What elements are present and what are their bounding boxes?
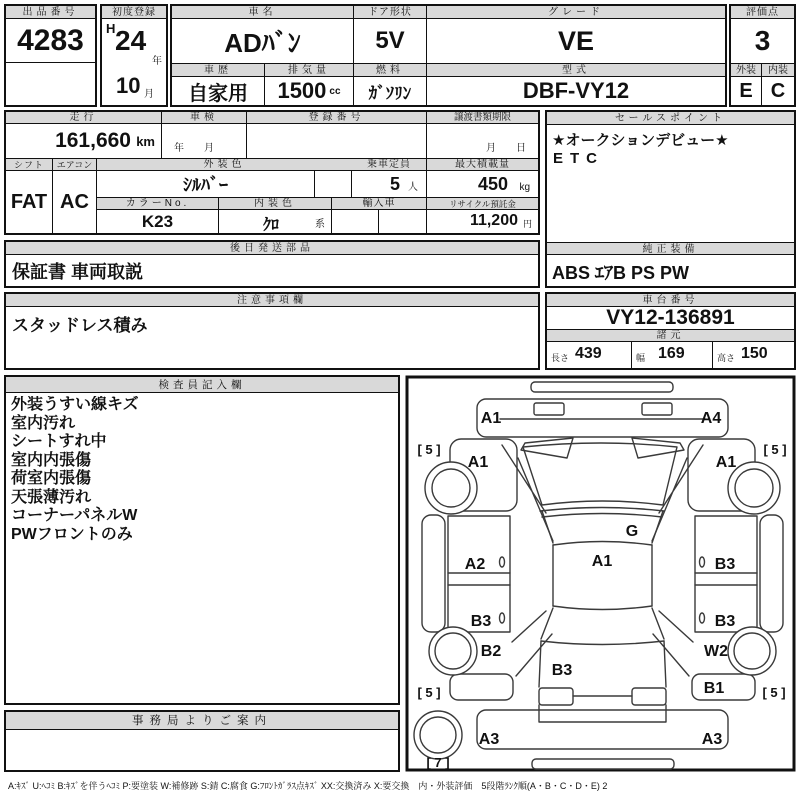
diagram-label-left-rear-door: B3: [470, 613, 492, 630]
spec-height-label: 高さ: [717, 353, 736, 363]
inspector-box: [4, 375, 400, 705]
import-header: 輸入車: [332, 198, 427, 210]
notes-header: 注意事項欄: [6, 294, 538, 307]
score-box: [729, 4, 796, 107]
inspector-line: 荷室内張傷: [11, 470, 92, 487]
damage-diagram-svg: [405, 375, 796, 772]
sales-points-header: セールスポイント: [547, 112, 794, 125]
genuine-equipment-header: 純正装備: [547, 242, 794, 255]
genuine-equipment-value: ABS ｴｱB PS PW: [552, 263, 690, 283]
diagram-label-rear-left-tire: [ 5 ]: [417, 685, 441, 700]
transfer-deadline-hint: 月 日: [486, 143, 526, 154]
later-parts-box: [4, 240, 540, 288]
score-header: 評価点: [731, 6, 794, 19]
shift-value: FAT: [6, 171, 53, 233]
displacement-value: [265, 77, 354, 105]
recycle-fee-unit: 円: [522, 219, 532, 229]
recycle-fee-header: リサイクル預託金: [427, 198, 538, 210]
later-parts-header: 後日発送部品: [6, 242, 538, 255]
mileage-number: 161,660: [55, 129, 131, 152]
exterior-color-header: 外装色: [97, 159, 352, 171]
capacity-value: [352, 171, 427, 198]
rear-left-tire-inner: [435, 633, 471, 669]
history-value: 自家用: [172, 77, 265, 105]
inspection-header: 車検: [162, 112, 247, 124]
import-extra-cell: [379, 210, 427, 233]
chassis-number-header: 車台番号: [547, 294, 794, 307]
exterior-color-extra-cell: [315, 171, 352, 198]
grade-header: グレード: [427, 6, 725, 19]
car-name-value: ADﾊﾞﾝ: [172, 19, 354, 64]
mileage-unit: km: [136, 134, 155, 149]
specs-header: 諸元: [547, 330, 794, 342]
first-registration-header: 初度登録: [102, 6, 166, 19]
spare-tire-inner: [420, 717, 456, 753]
sales-points-box: [545, 110, 796, 288]
chassis-number-value: VY12-136891: [547, 307, 794, 330]
diagram-label-rear-gate: B3: [551, 662, 573, 679]
mileage-header: 走行: [6, 112, 162, 124]
sales-point-line-2: ETC: [553, 150, 604, 167]
max-load-value: [427, 171, 538, 198]
model-code-value: DBF-VY12: [522, 78, 630, 103]
diagram-label-roof: A1: [591, 553, 613, 570]
inspector-header: 検査員記入欄: [6, 377, 398, 393]
inspection-hint: 年 月: [174, 143, 214, 154]
mileage-value: [6, 124, 162, 159]
inspector-line: 外装うすい線キズ: [11, 396, 139, 413]
first-registration-box: [100, 4, 168, 107]
interior-color-header: 内装色: [219, 198, 332, 210]
diagram-label-windshield: G: [625, 523, 639, 540]
year-value: 24: [115, 25, 147, 56]
fuel-value: ｶﾞｿﾘﾝ: [354, 77, 427, 105]
inspector-line: 室内汚れ: [11, 414, 76, 432]
spec-width: [632, 342, 713, 368]
diagram-label-right-rear-door: B3: [714, 613, 736, 630]
capacity-header: 乗車定員: [352, 159, 427, 171]
aircon-header: エアコン: [53, 159, 97, 171]
shift-header: シフト: [6, 159, 53, 171]
registration-number-header: 登録番号: [247, 112, 427, 124]
inspector-line: シートすれ中: [11, 433, 107, 450]
info-box: [4, 110, 540, 235]
sales-point-line-1: ★オークションデビュー★: [552, 132, 729, 149]
lot-number-header: 出品番号: [6, 6, 95, 19]
grade-value: VE: [427, 19, 725, 64]
diagram-label-left-fender: A1: [467, 454, 489, 471]
transfer-deadline-value: [427, 124, 538, 159]
office-notice-header: 事務局よりご案内: [6, 712, 398, 730]
interior-color-value: [219, 210, 332, 233]
diagram-label-rear-right-tire: [ 5 ]: [762, 685, 786, 700]
inspector-lines: [11, 396, 393, 696]
diagram-label-left-front-door: A2: [464, 556, 486, 573]
inspector-line: コーナーパネルW: [11, 507, 138, 524]
lot-number-box: [4, 4, 97, 107]
registration-number-value: [247, 124, 427, 159]
spec-width-label: 幅: [636, 353, 646, 363]
vehicle-main-box: [170, 4, 727, 107]
first-registration-month: [102, 69, 166, 105]
diagram-label-left-quarter: B2: [480, 643, 502, 660]
recycle-fee-value: [427, 210, 538, 233]
color-no-header: カラーNo.: [97, 198, 219, 210]
interior-grade-value: C: [770, 79, 786, 102]
rear-right-tire-inner: [734, 633, 770, 669]
damage-code-legend: A:ｷｽﾞ U:ﾍｺﾐ B:ｷｽﾞを伴うﾍｺﾐ P:要塗装 W:補修跡 S:錆 C:腐食 G:ﾌﾛﾝﾄｶﾞﾗｽ点ｷｽﾞ XX:交換済み X:要交換 内・外装評価 5段階ﾗﾝｸ順(A・B・C・D・E) 2: [8, 781, 608, 791]
displacement-number: 1500: [277, 78, 327, 103]
year-unit: 年: [152, 56, 162, 67]
diagram-label-front-left-tire: [ 5 ]: [417, 442, 441, 457]
interior-color-suffix: 系: [315, 219, 325, 230]
capacity-number: 5: [389, 174, 400, 194]
model-code-header: 型式: [427, 64, 725, 77]
notes-value: スタッドレス積み: [12, 316, 148, 335]
exterior-grade-value: E: [731, 77, 762, 105]
aircon-value: AC: [53, 171, 97, 233]
interior-color-name: ｸﾛ: [263, 217, 280, 233]
color-no-value: K23: [97, 210, 219, 233]
displacement-header: 排気量: [265, 64, 354, 77]
inspector-line: PWフロントのみ: [11, 525, 133, 543]
door-shape-header: ドア形状: [354, 6, 427, 19]
inspector-line: 天張薄汚れ: [11, 488, 92, 506]
first-registration-year: [102, 19, 166, 69]
interior-grade-header: 内装: [762, 64, 794, 77]
fuel-header: 燃料: [354, 64, 427, 77]
history-header: 車歴: [172, 64, 265, 77]
transfer-deadline-header: 譲渡書類期限: [427, 112, 538, 124]
max-load-unit: kg: [519, 182, 530, 193]
spec-width-value: 169: [658, 345, 685, 362]
door-shape-value: 5V: [354, 19, 427, 64]
month-unit: 月: [144, 89, 154, 100]
spec-height: [713, 342, 794, 368]
max-load-number: 450: [477, 174, 508, 194]
damage-diagram: [405, 375, 796, 772]
later-parts-value: 保証書 車両取説: [12, 262, 144, 282]
capacity-unit: 人: [408, 182, 418, 193]
diagram-label-right-fender: A1: [715, 454, 737, 471]
diagram-label-front-bumper-left: A1: [480, 410, 502, 427]
era-letter: H: [106, 21, 116, 36]
chassis-box: [545, 292, 796, 370]
office-notice-box: [4, 710, 400, 772]
front-right-tire-inner: [735, 469, 773, 507]
score-value: 3: [731, 19, 794, 64]
diagram-label-front-right-tire: [ 5 ]: [763, 442, 787, 457]
diagram-label-spare-tire: [ 7 ]: [426, 755, 450, 770]
spec-height-value: 150: [741, 345, 768, 362]
lot-number-value: 4283: [6, 19, 95, 63]
inspector-line: 室内内張傷: [11, 451, 92, 469]
import-value: [332, 210, 379, 233]
diagram-label-right-front-door: B3: [714, 556, 736, 573]
notes-box: [4, 292, 540, 370]
diagram-label-right-quarter: W2: [704, 643, 728, 660]
max-load-header: 最大積載量: [427, 159, 538, 171]
diagram-label-right-rear-panel: B1: [703, 680, 725, 697]
spec-length-label: 長さ: [551, 353, 570, 363]
spec-length-value: 439: [575, 345, 602, 362]
diagram-label-rear-bumper-right: A3: [701, 731, 723, 748]
spec-length: [547, 342, 632, 368]
diagram-label-rear-bumper-left: A3: [478, 731, 500, 748]
inspection-value: [162, 124, 247, 159]
exterior-grade-header: 外装: [731, 64, 762, 77]
diagram-label-front-bumper-right: A4: [700, 410, 722, 427]
exterior-color-value: ｼﾙﾊﾞｰ: [97, 171, 315, 198]
month-value: 10: [116, 73, 141, 98]
car-name-header: 車名: [172, 6, 354, 19]
front-left-tire-inner: [432, 469, 470, 507]
displacement-unit: cc: [329, 85, 341, 97]
recycle-fee-number: 11,200: [469, 212, 518, 229]
